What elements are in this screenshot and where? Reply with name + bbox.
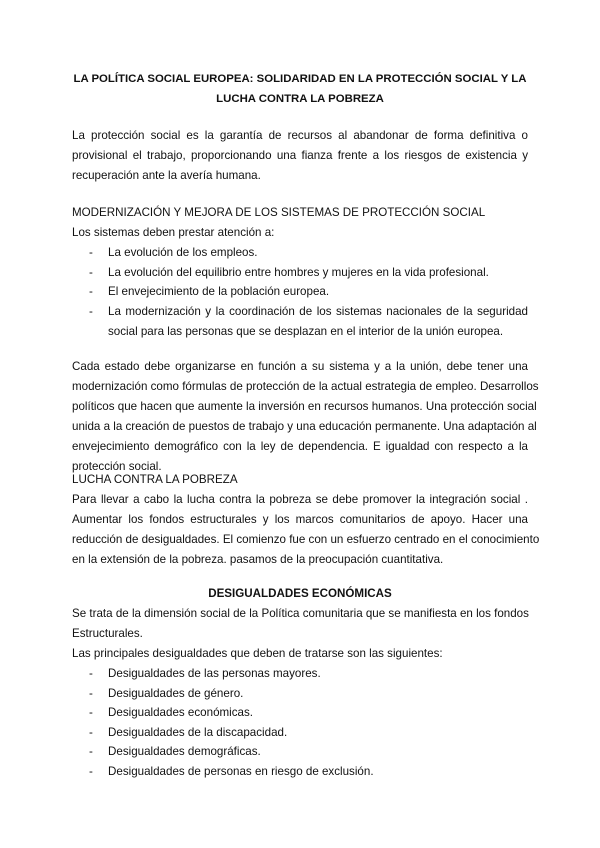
title-line: LA POLÍTICA SOCIAL EUROPEA: SOLIDARIDAD EN LA PROTECCIÓN SOCIAL Y LA bbox=[73, 73, 527, 85]
text-line: provisional el trabajo, proporcionando una fianza frente a los riesgos de existencia y bbox=[72, 149, 528, 162]
text-line: Se trata de la dimensión social de la Política comunitaria que se manifiesta en los fondos bbox=[72, 607, 529, 620]
list-item-text: Desigualdades demográficas. bbox=[108, 745, 261, 758]
bullet-dash: - bbox=[89, 725, 93, 739]
list-item bbox=[72, 762, 528, 782]
section-heading: DESIGUALDADES ECONÓMICAS bbox=[208, 587, 392, 600]
text-line: Estructurales. bbox=[72, 627, 143, 640]
list-item-text: La evolución del equilibrio entre hombres y mujeres en la vida profesional. bbox=[108, 265, 489, 279]
list-item bbox=[72, 703, 528, 723]
list-item-text: Desigualdades de la discapacidad. bbox=[108, 725, 288, 739]
text-line: social para las personas que se desplazan en el interior de la unión europea. bbox=[108, 324, 504, 338]
section-pobreza bbox=[72, 470, 540, 570]
section-heading: LUCHA CONTRA LA POBREZA bbox=[72, 473, 238, 486]
section-desigualdades bbox=[72, 584, 528, 781]
list-item-text: Desigualdades de las personas mayores. bbox=[108, 667, 321, 680]
text-line: reducción de desigualdades. El comienzo fue con un esfuerzo centrado en el conocimiento bbox=[72, 533, 540, 546]
text-line: unida a la creación de puestos de trabajo y una educación permanente. Una adaptación al bbox=[72, 420, 537, 433]
text-line: protección social. bbox=[72, 460, 162, 473]
list-item bbox=[72, 282, 528, 302]
text-line: Aumentar los fondos estructurales y los marcos comunitarios de apoyo. Hacer una bbox=[72, 513, 528, 526]
title-line: LUCHA CONTRA LA POBREZA bbox=[216, 93, 384, 105]
list-item-text bbox=[108, 302, 528, 342]
section-heading: MODERNIZACIÓN Y MEJORA DE LOS SISTEMAS DE PROTECCIÓN SOCIAL bbox=[72, 206, 486, 219]
bullet-dash: - bbox=[89, 304, 93, 318]
bullet-dash: - bbox=[89, 764, 93, 778]
text-line: La protección social es la garantía de recursos al abandonar de forma definitiva o bbox=[72, 129, 528, 142]
list-item-text: Desigualdades de personas en riesgo de exclusión. bbox=[108, 764, 374, 778]
list-item bbox=[72, 302, 528, 342]
paragraph-estado bbox=[72, 357, 539, 477]
text-line: envejecimiento demográfico con la ley de dependencia. E igualdad con respecto a la bbox=[72, 440, 528, 453]
list-item bbox=[72, 684, 528, 704]
bullet-dash: - bbox=[89, 667, 93, 680]
section-lead: Los sistemas deben prestar atención a: bbox=[72, 226, 275, 239]
list-item-text: Desigualdades económicas. bbox=[108, 706, 254, 719]
list-item-text: Desigualdades de género. bbox=[108, 686, 244, 700]
section-modernizacion bbox=[72, 203, 528, 342]
intro-paragraph bbox=[72, 126, 528, 186]
text-line: Para llevar a cabo la lucha contra la pobreza se debe promover la integración social . bbox=[72, 493, 528, 506]
list-item bbox=[72, 243, 528, 263]
list-item bbox=[72, 742, 528, 762]
bullet-dash: - bbox=[89, 686, 93, 700]
bullet-dash: - bbox=[89, 246, 93, 259]
text-line: Cada estado debe organizarse en función a su sistema y a la unión, debe tener una bbox=[72, 360, 528, 373]
text-line: políticos que hacen que aumente la inversión en recursos humanos. Una protección social bbox=[72, 400, 537, 413]
bullet-dash: - bbox=[89, 706, 93, 719]
text-line: modernización como fórmulas de protección de la actual estrategia de empleo. Desarrollos bbox=[72, 380, 539, 393]
text-line: La modernización y la coordinación de los sistemas nacionales de la seguridad bbox=[108, 304, 528, 318]
list-item bbox=[72, 723, 528, 743]
document-title bbox=[60, 69, 540, 109]
bullet-dash: - bbox=[89, 265, 93, 279]
list-item-text: El envejecimiento de la población europea. bbox=[108, 285, 330, 298]
text-line: recuperación ante la avería humana. bbox=[72, 169, 261, 182]
list-item bbox=[72, 263, 528, 283]
text-line: en la extensión de la pobreza. pasamos de la preocupación cuantitativa. bbox=[72, 553, 444, 566]
list-item-text: La evolución de los empleos. bbox=[108, 246, 258, 259]
bullet-dash: - bbox=[89, 745, 93, 758]
section-lead: Las principales desigualdades que deben de tratarse son las siguientes: bbox=[72, 647, 443, 660]
bullet-dash: - bbox=[89, 285, 93, 298]
list-item bbox=[72, 664, 528, 684]
